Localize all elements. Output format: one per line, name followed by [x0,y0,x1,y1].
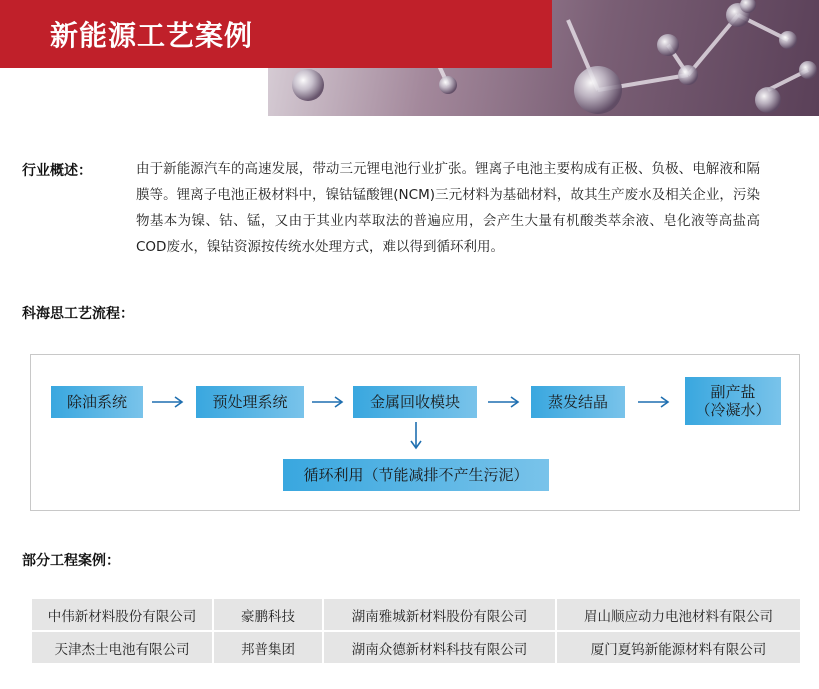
arrow-right-icon [487,395,523,409]
overview-label: 行业概述： [22,163,92,179]
case-cell: 邦普集团 [213,631,323,664]
process-step-pretreatment: 预处理系统 [196,386,304,418]
arrow-right-icon [151,395,187,409]
process-step-degreasing: 除油系统 [51,386,143,418]
process-step-evaporation: 蒸发结晶 [531,386,625,418]
overview-text: 由于新能源汽车的高速发展，带动三元锂电池行业扩张。锂离子电池主要构成有正极、负极、电解液和隔膜等。锂离子电池正极材料中，镍钴锰酸锂(NCM)三元材料为基础材料，故其生产废水及相关企业，污染物基本为镍、钴、锰，又由于其业内萃取法的普遍应用，会产生大量有机酸类萃余液、皂化液等高盐高COD废水，镍钴资源按传统水处理方式，难以得到循环利用。 [136,161,760,255]
title-banner [0,0,552,68]
process-recycle: 循环利用（节能减排不产生污泥） [283,459,549,491]
case-cell: 湖南众德新材料科技有限公司 [323,631,556,664]
cases-table [30,597,802,665]
arrow-down-icon [409,421,423,451]
table-row [31,598,801,631]
case-cell: 豪鹏科技 [213,598,323,631]
output-line1: 副产盐 [710,383,756,401]
case-cell: 厦门夏钨新能源材料有限公司 [556,631,801,664]
case-cell: 湖南雅城新材料股份有限公司 [323,598,556,631]
case-cell: 眉山顺应动力电池材料有限公司 [556,598,801,631]
process-output-salt [685,377,781,425]
process-label: 科海思工艺流程： [22,306,134,322]
case-cell: 天津杰士电池有限公司 [31,631,213,664]
cases-label: 部分工程案例： [22,553,120,569]
table-row [31,631,801,664]
process-step-metal-recovery: 金属回收模块 [353,386,477,418]
page-title: 新能源工艺案例 [50,19,254,52]
case-cell: 中伟新材料股份有限公司 [31,598,213,631]
output-line2: （冷凝水） [695,401,771,419]
arrow-right-icon [637,395,673,409]
process-flow-diagram [30,354,800,511]
arrow-right-icon [311,395,347,409]
